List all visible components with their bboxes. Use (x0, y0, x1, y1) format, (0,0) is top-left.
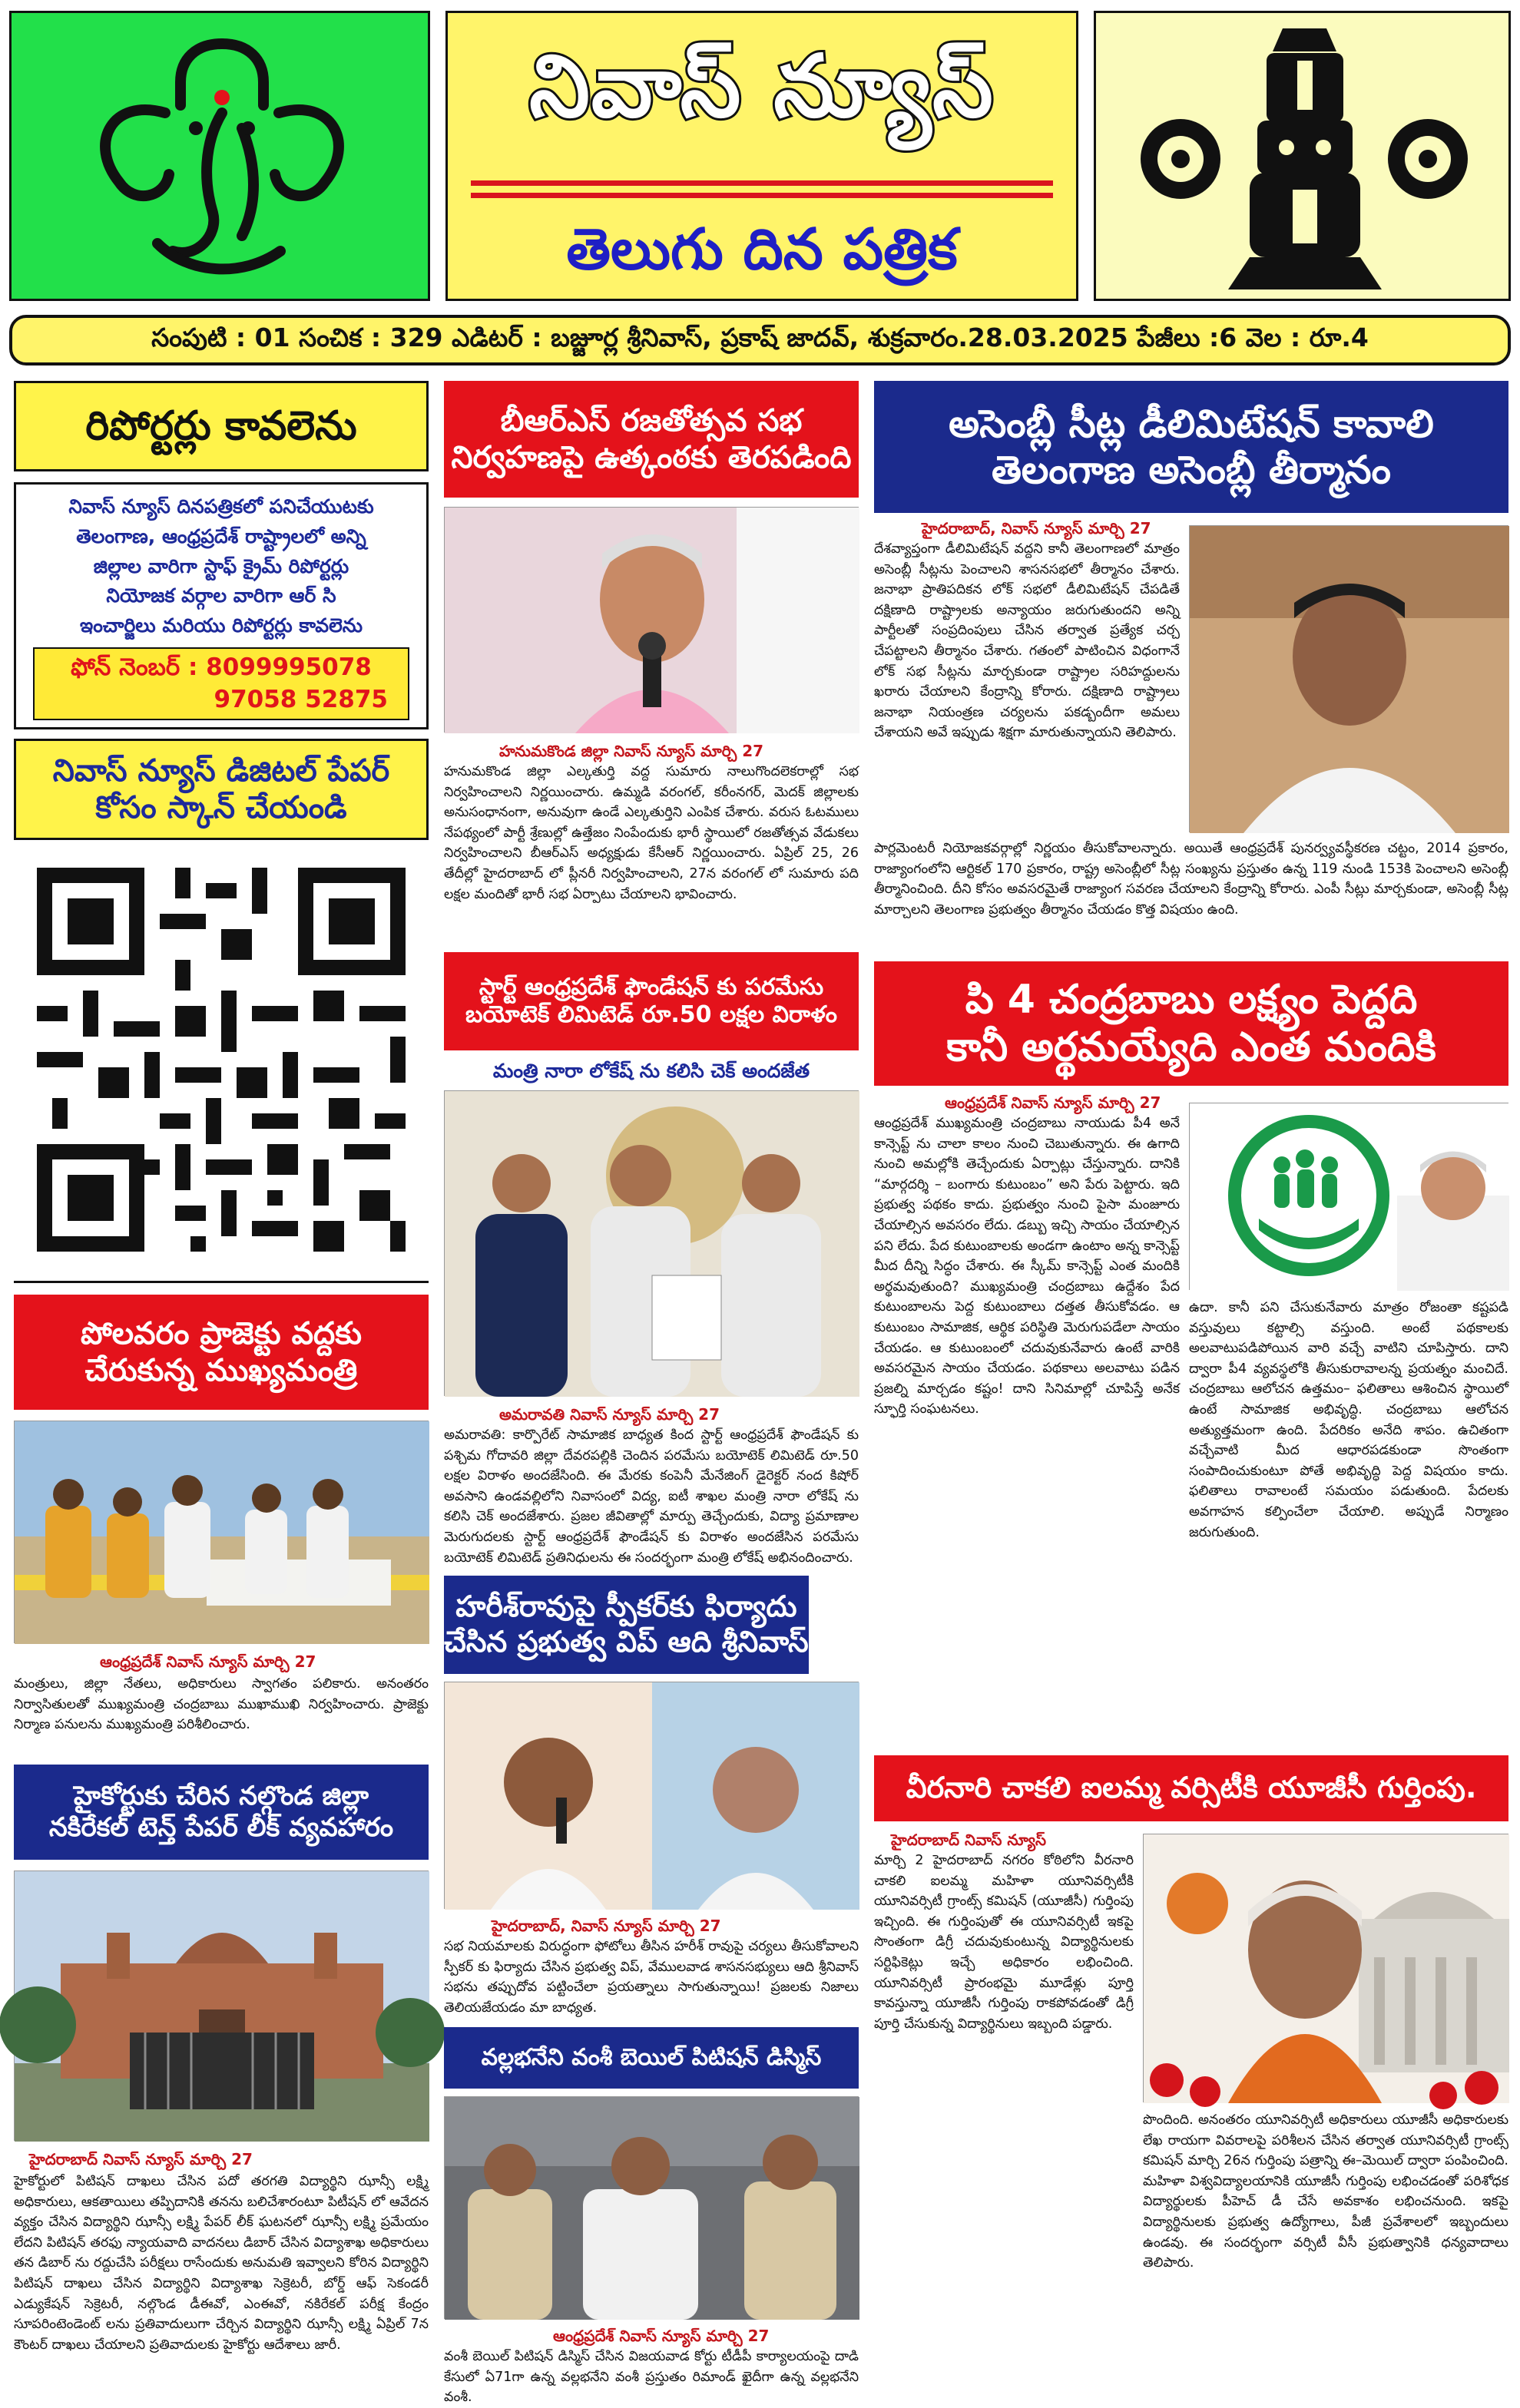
recruit-line: జిల్లాల వారిగా స్టాఫ్ క్రైమ్ రిపోర్టర్లు (93, 554, 349, 577)
p4-headline: పి 4 చంద్రబాబు లక్ష్యం పెద్దది కానీ అర్థమయ్యేది ఎంత మందికి (874, 961, 1508, 1086)
harish-body: సభ నియమాలకు విరుద్ధంగా ఫోటోలు తీసిన హరీశ్ రావుపై చర్యలు తీసుకోవాలని స్పీకర్ కు ఫిర్యాదు చేసిన ప్రభుత్వ విప్, వేములవాడ శాసనసభ్యులు ఆది శ్రీనివాస్ సభను తప్పుదోవ పట్టించేలా ప్రయత్నాలు సాగుతున్నాయి! ప్రజలకు నిజాలు తెలియజేయడం మా బాధ్యత. (444, 1939, 859, 2016)
assembly-dateline: హైదరాబాద్, నివాస్ న్యూస్ మార్చి 27 (922, 519, 1151, 538)
phone-box (33, 647, 409, 721)
phone-number-2: 97058 52875 (214, 685, 388, 713)
vamsi-police-image (445, 2097, 859, 2320)
ugc-body: మార్చి 2 హైదరాబాద్ నగరం కోఠిలోని వీరనారి చాకలి ఐలమ్మ మహిళా యూనివర్సిటీకి యూనివర్సిటీ గ్రాంట్స్ కమిషన్ (యూజీసీ) గుర్తింపు ఇచ్చింది. ఈ గుర్తింపుతో ఈ యూనివర్సిటీ ఇకపై సొంతంగా డిగ్రీ చదువుకుంటున్న విద్యార్థినులకు సర్టిఫికెట్లు ఇచ్చే అధికారం లభించింది. యూనివర్సిటీ ప్రారంభమై మూడేళ్లు పూర్తి కావస్తున్నా యూజీసీ గుర్తింపు రాకపోవడంతో డిగ్రీ పూర్తి చేసుకున్న విద్యార్థినులు ఇబ్బంది పడ్డారు. (874, 1853, 1134, 2032)
p4-body-2: ఉదా. కానీ పని చేసుకునేవారు మాత్రం రోజంతా కష్టపడి వస్తువులు కట్టాల్సి వస్తుంది. అంటే పథకాలకు అలవాటుపడిపోయిన వారి వచ్చే వాటిని చూపిస్తారు. దాని ద్వారా పీ4 వ్యవస్థలోకి తీసుకురావాలన్న ప్రయత్నం మంచిదే. చంద్రబాబు ఆలోచన ఉత్తమం– ఫలితాలు ఆశించిన స్థాయిలో ఉంటే సామాజిక అభివృద్ధి. చంద్రబాబు ఆలోచన అత్యుత్తమంగా ఉంది. పేదరికం అనేది శాపం. ఉచితంగా వచ్చేవాటి మీద ఆధారపడకుండా సొంతంగా సంపాదించుకుంటూ పోతే అభివృద్ధి పెద్ద విషయం కాదు. ఫలితాలు రావాలంటే సమయం పడుతుంది. పేదలకు అవగాహన కల్పించేలా చేయాలి. అప్పుడే నిర్మాణం జరుగుతుంది. (1189, 1300, 1508, 1540)
assembly-body: దేశవ్యాప్తంగా డీలిమిటేషన్ వద్దని కానీ తెలంగాణలో మాత్రం అసెంబ్లీ సీట్లను పెంచాలని శాసనసభలో తీర్మానం చేశారు. జనాభా ప్రాతిపదికన లోక్ సభలో డీలిమిటేషన్ చేపడితే దక్షిణాది రాష్ట్రాలకు అన్యాయం జరుగుతుందని అన్ని పార్టీలతో సంప్రదింపులు చేసిన తర్వాత ప్రత్యేక చర్చ చేపట్టాలని తీర్మానం చేశారు. గతంలో పాటించిన విధంగానే లోక్ సభ సీట్లను మార్చకుండా రాష్ట్రాల సరిహద్దులను ఖరారు చేయాలని కేంద్రాన్ని కోరారు. దక్షిణాది రాష్ట్రాలు జనాభా నియంత్రణ చర్యలను పకడ్బందీగా అమలు చేశాయని అవే ఇప్పుడు శిక్షగా మారుతున్నాయని తెలిపారు. (874, 541, 1180, 741)
highcourt-headline: హైకోర్టుకు చేరిన నల్గొండ జిల్లా నకిరేకల్ టెన్త్ పేపర్ లీక్ వ్యవహారం (14, 1765, 429, 1860)
balaji-logo-panel (1094, 11, 1511, 301)
masthead-title-panel (445, 11, 1078, 301)
p4-body: ఆంధ్రప్రదేశ్ ముఖ్యమంత్రి చంద్రబాబు నాయుడు పీ4 అనే కాన్సెప్ట్ ను చాలా కాలం నుంచి చెబుతున్నారు. ఈ ఉగాది నుంచి అమల్లోకి తెచ్చేందుకు ఏర్పాట్లు చేస్తున్నారు. దానికి “మార్గదర్శి – బంగారు కుటుంబం” అని పేరు పెట్టారు. ఇది ప్రభుత్వ పథకం కాదు. ప్రభుత్వం నుంచి పైసా మంజూరు చేయాల్సిన అవసరం లేదు. డబ్బు ఇచ్చి సాయం చేయాల్సిన పని లేదు. పేద కుటుంబాలకు అండగా ఉంటాం అన్న కాన్సెప్ట్ మీద దీన్ని సిద్ధం చేశారు. ఈ స్కీమ్ కాన్సెప్ట్ ఎంత మందికి అర్థమవుతుంది? ముఖ్యమంత్రి చంద్రబాబు ఉద్దేశం పేద కుటుంబాలను పెద్ద కుటుంబాలు దత్తత తీసుకోవడం. ఆ కుటుంబం సామాజిక, ఆర్థిక పరిస్థితి మెరుగుపడేలా సాయం చేయడం. ఆ కుటుంబంలో చదువుకునేవారు ఉంటే వారికి అవసరమైన సాయం చేయడం. పథకాలు అలవాటు పడిన ప్రజల్ని మార్చడం కష్టం! దాని సినిమాల్లో చూపిస్తే అనేక స్ఫూర్తి సంఘటనలు. (874, 1116, 1180, 1417)
p4-dateline: ఆంధ్రప్రదేశ్ నివాస్ న్యూస్ మార్చి 27 (945, 1093, 1161, 1112)
harish-dateline: హైదరాబాద్, నివాస్ న్యూస్ మార్చి 27 (492, 1917, 721, 1935)
ugc-body-2: పొందింది. అనంతరం యూనివర్సిటీ అధికారులు యూజీసీ అధికారులకు లేఖ రాయగా వివరాలపై పరిశీలన చేసిన తర్వాత యూనివర్సిటీ గ్రాంట్స్ కమిషన్ మార్చి 26న గుర్తింపు పత్రాన్ని ఈ–మెయిల్ ద్వారా పంపించింది. మహిళా విశ్వవిద్యాలయానికి యూజీసీ గుర్తింపు లభించడంతో పరిశోధక విద్యార్థులకు పీహెచ్ డీ చేసే అవకాశం లభించనుంది. ఇకపై విద్యార్థినులకు ప్రభుత్వ ఉద్యోగాలు, పీజీ ప్రవేశాలలో ఇబ్బందులు ఉండవు. ఈ సందర్భంగా వర్సిటీ వీసీ ప్రభుత్వానికి ధన్యవాదాలు తెలిపారు. (1143, 2112, 1508, 2271)
harish-headline: హరీశ్‌రావుపై స్పీకర్‌కు ఫిర్యాదు చేసిన ప్రభుత్వ విప్ ఆది శ్రీనివాస్ (444, 1576, 809, 1674)
ugc-headline: వీరనారి చాకలి ఐలమ్మ వర్సిటీకి యూజీసీ గుర్తింపు. (874, 1755, 1508, 1821)
recruit-headline: రిపోర్టర్లు కావలెను (14, 381, 429, 471)
harish-photo (444, 1682, 859, 1909)
polavaram-body: మంత్రులు, జిల్లా నేతలు, అధికారులు స్వాగతం పలికారు. అనంతరం నిర్వాసితులతో ముఖ్యమంత్రి చంద్రబాబు ముఖాముఖి నిర్వహించారు. ప్రాజెక్టు నిర్మాణ పనులను ముఖ్యమంత్రి పరిశీలించారు. (14, 1676, 429, 1733)
kcr-speaking-image (445, 508, 859, 733)
revanth-photo (1189, 525, 1508, 832)
assembly-headline: అసెంబ్లీ సీట్ల డీలిమిటేషన్ కావాలి తెలంగాణ అసెంబ్లీ తీర్మానం (874, 381, 1508, 513)
vamsi-headline: వల్లభనేని వంశీ బెయిల్ పిటిషన్ డిస్మిస్ (444, 2027, 859, 2089)
title-divider-2 (471, 193, 1053, 198)
vamsi-photo (444, 2096, 859, 2319)
polavaram-photo (14, 1421, 429, 1643)
polavaram-headline: పోలవరం ప్రాజెక్టు వద్దకు చేరుకున్న ముఖ్యమంత్రి (14, 1295, 429, 1410)
issue-info-text: సంపుటి : 01 సంచిక : 329 ఎడిటర్ : బజ్జూర్ల శ్రీనివాస్, ప్రకాష్ జాదవ్, శుక్రవారం.28.03.2025 పేజీలు :6 వెల : రూ.4 (151, 322, 1369, 352)
qr-code-icon (22, 852, 421, 1267)
phone-number-1: ఫోన్ నెంబర్ : 8099995078 (71, 653, 372, 681)
cheque-handover-image (445, 1091, 859, 1397)
start-ap-caption: మంత్రి నారా లోకేష్ ను కలిసి చెక్ అందజేత (492, 1060, 810, 1082)
kcr-photo (444, 507, 859, 733)
newspaper-subtitle: తెలుగు దిన పత్రిక (566, 217, 958, 283)
brs-headline: బీఆర్ఎస్ రజతోత్సవ సభ నిర్వహణపై ఉత్కంఠకు తెరపడింది (444, 381, 859, 498)
polavaram-dateline: ఆంధ్రప్రదేశ్ నివాస్ న్యూస్ మార్చి 27 (100, 1652, 316, 1671)
ugc-photo (1143, 1834, 1508, 2102)
highcourt-photo (14, 1871, 429, 2141)
high-court-building-image (15, 1871, 429, 2142)
highcourt-body: హైకోర్టులో పిటిషన్ దాఖలు చేసిన పదో తరగతి విద్యార్థిని ఝాన్సీ లక్ష్మి అధికారులు, ఆకతాయిలు తప్పిదానికి తనను బలిచేశారంటూ పిటీషన్ లో ఆవేదన వ్యక్తం చేసిన విద్యార్థిని ఝాన్సీ లక్ష్మి పేపర్ లీక్ ఘటనలో ఝాన్సీ లక్ష్మి ప్రమేయం లేదని పిటిషన్ తరఫు న్యాయవాది వాదనలు డిబార్ చేసిన విద్యాశాఖ అధికారులు తన డిబార్ ను రద్దుచేసి పరీక్షలు రాసేందుకు అనుమతి ఇవ్వాలని కోరిన విద్యార్థిని పిటిషన్ దాఖలు చేసిన విద్యార్థిని విద్యాశాఖ సెక్రెటరీ, బోర్డ్ ఆఫ్ సెకండరీ ఎడ్యుకేషన్ సెక్రెటరీ, నల్గొండ డీఈవో, ఎంఈవో, నకిరేకల్ పరీక్ష కేంద్రం సూపరింటెండెంట్ లను ప్రతివాదులుగా చేర్చిన విద్యార్థిని ఝాన్సీ లక్ష్మి ఏప్రిల్ 7న కౌంటర్ దాఖలు చేయాలని ప్రతివాదులకు హైకోర్టు ఆదేశాలు జారీ. (14, 2174, 429, 2353)
qr-code[interactable] (22, 852, 421, 1267)
start-ap-headline: స్టార్ట్ ఆంధ్రప్రదేశ్ ఫౌండేషన్ కు పరమేసు బయోటెక్ లిమిటెడ్ రూ.50 లక్షల విరాళం (444, 952, 859, 1050)
digital-paper-box: నివాస్ న్యూస్ డిజిటల్ పేపర్ కోసం స్కాన్ చేయండి (14, 739, 429, 840)
divider (14, 1281, 429, 1283)
brs-body: హనుమకొండ జిల్లా ఎల్కతుర్తి వద్ద సుమారు నాలుగొందలెకరాల్లో సభ నిర్వహించాలని నిర్ణయించారు. ఉమ్మడి వరంగల్, కరీంనగర్, మెదక్ జిల్లాలకు అనుసంధానంగా, అనువుగా ఉండే ఎల్కతుర్తిని ఎంపిక చేశారు. వరుస ఓటములు నేపథ్యంలో పార్టీ శ్రేణుల్లో ఉత్తేజం నింపేందుకు భారీ స్థాయిలో రజతోత్సవ వేడుకలు నిర్వహించాలని బీఆర్ఎస్ అధ్యక్షుడు కేసీఆర్ నిర్ణయించారు. ఏప్రిల్ 25, 26 తేదీల్లో హైదరాబాద్ లో ప్లీనరీ నిర్వహించాలని, 27న వరంగల్ లో సుమారు పది లక్షల మందితో భారీ సభ ఏర్పాటు చేయాలని భావించారు. (444, 764, 859, 902)
newspaper-title: నివాస్ న్యూస్ (529, 37, 995, 137)
p4-photo (1189, 1103, 1508, 1290)
issue-info-bar (9, 315, 1511, 366)
recruit-box (14, 482, 429, 729)
recruit-line: నివాస్ న్యూస్ దినపత్రికలో పనిచేయుటకు (68, 495, 374, 518)
ganesha-icon (12, 13, 432, 303)
highcourt-dateline: హైదరాబాద్ నివాస్ న్యూస్ మార్చి 27 (29, 2150, 253, 2168)
vamsi-dateline: ఆంధ్రప్రదేశ్ నివాస్ న్యూస్ మార్చి 27 (553, 2327, 770, 2345)
start-ap-dateline: అమరావతి నివాస్ న్యూస్ మార్చి 27 (499, 1405, 720, 1424)
recruit-line: తెలంగాణ, ఆంధ్రప్రదేశ్ రాష్ట్రాలలో అన్ని (76, 524, 366, 547)
cm-visit-image (15, 1421, 429, 1644)
ganesha-logo-panel (9, 11, 430, 301)
chakali-ilamma-image (1144, 1834, 1509, 2103)
ugc-dateline: హైదరాబాద్ నివాస్ న్యూస్ (891, 1831, 1047, 1849)
lokesh-photo (444, 1090, 859, 1396)
brs-dateline: హనుమకొండ జిల్లా నివాస్ న్యూస్ మార్చి 27 (499, 742, 764, 760)
venkateswara-icon (1096, 13, 1513, 303)
revanth-reddy-image (1190, 526, 1509, 833)
recruit-line: ఇంచార్జిలు మరియు రిపోర్టర్లు కావలెను (79, 614, 363, 637)
assembly-body-2: పార్లమెంటరీ నియోజకవర్గాల్లో నిర్ణయం తీసుకోవాలన్నారు. అయితే ఆంధ్రప్రదేశ్ పునర్వ్యవస్థీకరణ చట్టం, 2014 ప్రకారం, రాజ్యాంగంలోని ఆర్టికల్ 170 ప్రకారం, రాష్ట్ర అసెంబ్లీలో సీట్ల సంఖ్యను ప్రస్తుతం ఉన్న 119 నుండి 153కి పెంచాలని అసెంబ్లీ తీర్మానించింది. దీని కోసం అవసరమైతే రాజ్యాంగ సవరణ చేయాలని కేంద్రాన్ని కోరారు. ఎంపీ సీట్లు మార్చకుండా, అసెంబ్లీ సీట్ల మార్చాలని తెలంగాణ ప్రభుత్వం తీర్మానం చేయడం కొత్త విషయం ఉంది. (874, 841, 1508, 918)
adi-srinivas-harish-image (445, 1682, 859, 1910)
vamsi-body: వంశీ బెయిల్ పిటిషన్ డిస్మిస్ చేసిన విజయవాడ కోర్టు టీడీపీ కార్యాలయంపై దాడి కేసులో ఏ71గా ఉన్న వల్లభనేని వంశీ ప్రస్తుతం రిమాండ్ ఖైదీగా ఉన్న వల్లభనేని వంశీ. (444, 2349, 859, 2406)
title-divider (471, 180, 1053, 186)
recruit-line: నియోజక వర్గాల వారిగా ఆర్ సి (106, 584, 336, 607)
start-ap-body: అమరావతి: కార్పొరేట్ సామాజిక బాధ్యత కింద స్టార్ట్ ఆంధ్రప్రదేశ్ ఫౌండేషన్ కు పశ్చిమ గోదావరి జిల్లా దేవరపల్లికి చెందిన పరమేసు బయోటెక్ లిమిటెడ్ రూ.50 లక్షల విరాళం అందజేసింది. ఈ మేరకు కంపెనీ మేనేజింగ్ డైరెక్టర్ నంద కిషోర్ అవసాని ఉండవల్లిలోని నివాసంలో విద్య, ఐటీ శాఖల మంత్రి నారా లోకేష్ ను కలిసి చెక్ అందజేశారు. ప్రజల జీవితాల్లో మార్పు తెచ్చేందుకు, విద్యా ప్రమాణాల మెరుగుదలకు స్టార్ట్ ఆంధ్రప్రదేశ్ ఫౌండేషన్ కు విరాళం అందజేసిన పరమేసు బయోటెక్ లిమిటెడ్ ప్రతినిధులను ఈ సందర్భంగా మంత్రి లోకేష్ అభినందించారు. (444, 1427, 859, 1566)
p4-logo-chandrababu-image (1190, 1103, 1509, 1291)
